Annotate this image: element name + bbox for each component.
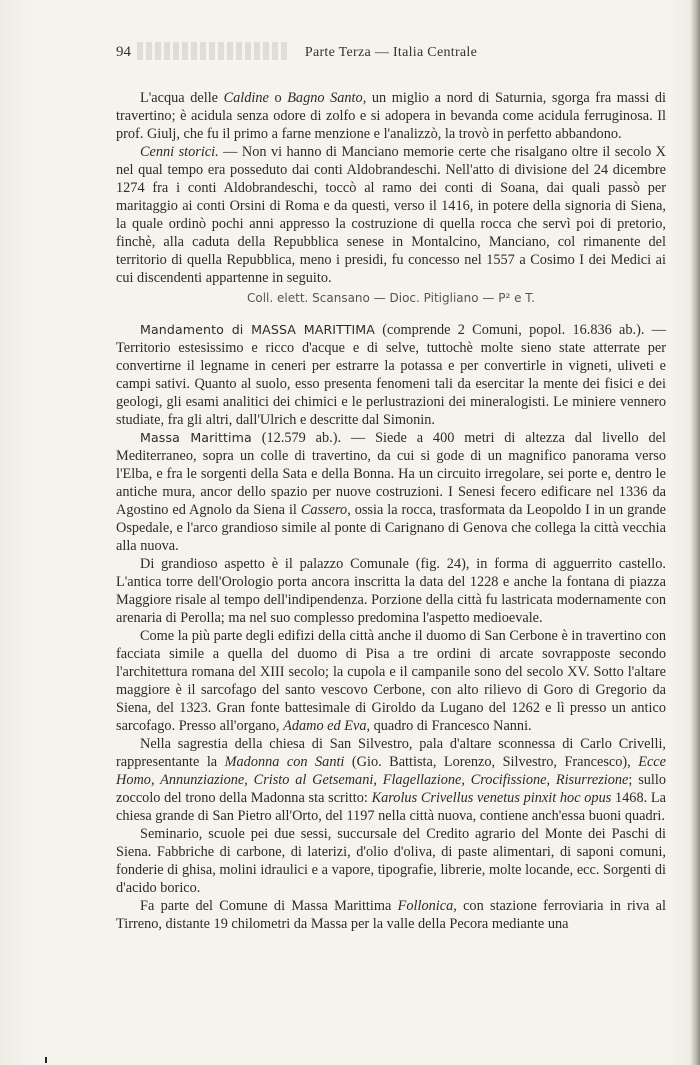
text-run: L'acqua delle: [140, 90, 224, 106]
town-heading: Massa Marittima: [140, 430, 252, 445]
page-edge-shadow: [690, 0, 700, 1065]
text-run: Come la più parte degli edifizi della città anche il duomo di San Cerbone è in travertino con facciata simile a quella del duomo di Pisa a tre ordini di arcate sovrapposte secondo l'architettura romana del XIII secolo; la cupola e il campanile sono del secolo XV. Sotto l'altare maggiore è il sarcofago del santo vescovo Cerbone, con alto rilievo di Goro di Gregorio da Siena, del 1323. Gran fonte battesimale di Giroldo da Lugano del 1262 e lì presso un antico sarcofago. Presso all'organo,: [116, 628, 666, 734]
text-run: , ossia la rocca, trasformata da Leopoldo I in un grande Ospedale, e l'arco grandioso simile al ponte di Carignano di Genova che collega la città vecchia alla nuova.: [116, 502, 666, 554]
paragraph-duomo: [116, 627, 666, 735]
italic-run: Adamo ed Eva: [283, 718, 367, 734]
italic-run: Ecce Homo, Annunziazione, Cristo al Getsemani, Flagellazione, Crocifissione, Risurrezione: [116, 754, 666, 788]
mandamento-heading: Mandamento di MASSA MARITTIMA: [140, 322, 375, 337]
text-run: o: [268, 90, 288, 106]
text-run: , con stazione ferroviaria in riva al Tirreno, distante 19 chilometri da Massa per la valle della Pecora mediante una: [116, 898, 666, 932]
italic-run: Bagno Santo: [287, 90, 363, 106]
paragraph-seminario: [116, 825, 666, 897]
text-run: Nella sagrestia della chiesa di San Silvestro, pala d'altare sconnessa di Carlo Crivelli, rappresentante la: [116, 736, 666, 770]
page-number: 94: [116, 44, 131, 60]
running-title: Parte Terza — Italia Centrale: [304, 45, 478, 60]
paragraph-palazzo-comunale: [116, 555, 666, 627]
italic-run: Karolus Crivellus venetus pinxit hoc opus: [371, 790, 612, 806]
text-run: (12.579 ab.). — Siede a 400 metri di altezza dal livello del Mediterraneo, sopra un colle di travertino, da cui si gode di un magnifico panorama verso l'Elba, e fra le sorgenti della Sata e della Bonna. Ha un circuito irregolare, sei porte e, dentro le antiche mura, ancor dello spazio per nuove costruzioni. I Senesi fecero edificare nel 1336 da Agostino ed Agnolo da Siena il: [116, 430, 666, 518]
text-run: (Gio. Battista, Lorenzo, Silvestro, Francesco),: [344, 754, 639, 770]
body-text: [116, 89, 666, 933]
electoral-college-line: Coll. elett. Scansano — Dioc. Pitigliano — P² e T.: [247, 291, 535, 305]
text-run: Fa parte del Comune di Massa Marittima: [140, 898, 398, 914]
text-run: Seminario, scuole pei due sessi, succursale del Credito agrario del Monte dei Paschi di Siena. Fabbriche di carbone, di laterizi, d'olio d'oliva, di paste alimentari, di saponi comuni, fonderie di ghisa, molini idraulici e a vapore, tipografie, librerie, molte locande, ecc. Sorgenti di d'acido borico.: [116, 826, 666, 896]
paragraph-massa-marittima: [116, 429, 666, 555]
paragraph-mandamento: [116, 321, 666, 429]
text-run: ; sullo zoccolo del trono della Madonna sta scritto:: [116, 772, 667, 806]
paragraph-cenni-storici: [116, 143, 666, 287]
paragraph-follonica: [116, 897, 666, 933]
paragraph-caldine: [116, 89, 666, 143]
text-run: , quadro di Francesco Nanni.: [366, 718, 532, 734]
text-run: — Non vi hanno di Manciano memorie certe che risalgano oltre il secolo X nel qual tempo era posseduto dai conti Aldobrandeschi. Nell'atto di divisione del 24 dicembre 1274 fra i conti Aldobrandeschi, toccò al ramo dei conti di Soana, dai quali passò per maritaggio ai conti Orsini di Roma e da questi, verso il 1416, in potere della signoria di Siena, la quale ordinò pochi anni appresso la costruzione di quella rocca che servì poi di pretorio, finchè, alla caduta della Repubblica senese in Montalcino, Manciano, col rimanente del territorio di quella Repubblica, meno i presidi, fu concesso nel 1557 a Cosimo I dei Medici ai cui discendenti appartenne in seguito.: [116, 144, 666, 286]
italic-run: Cassero: [300, 502, 348, 518]
page-header: [116, 44, 666, 64]
text-run: 1468. La chiesa grande di San Pietro all'Orto, del 1197 nella città nuova, contiene anch'essa buoni quadri.: [116, 790, 666, 824]
ink-speck: [45, 1057, 47, 1063]
text-run: (comprende 2 Comuni, popol. 16.836 ab.). — Territorio estesissimo e ricco d'acque e di selve, tuttochè molte sieno state atterrate per convertirne il legname in ceneri per estrarre la potassa e per convertirle in vigneti, uliveti e campi sativi. Quanto al suolo, esso presenta fenomeni tali da esercitar la mente dei fisici e dei geologi, gli esami analitici dei chimici e le perlustrazioni dei mineralogisti. Le miniere vennero studiate, fra gli altri, dall'Ulrich e descritte dal Simonin.: [116, 322, 666, 428]
text-run: Di grandioso aspetto è il palazzo Comunale (fig. 24), in forma di agguerrito castello. L'antica torre dell'Orologio porta ancora inscritta la data del 1228 e anche la fontana di piazza Maggiore risale al tempo dell'indipendenza. Porzione della città fu lastricata modernamente con arenaria di Perolla; ma nel suo complesso predomina l'aspetto medioevale.: [116, 556, 666, 626]
text-run: , un miglio a nord di Saturnia, sgorga fra massi di travertino; è acidula senza odore di zolfo e si adopera in bevanda come acidula ferruginosa. Il prof. Giulj, che fu il primo a farne menzione e l'analizzò, la trovò in perfetto abbandono.: [116, 90, 667, 142]
italic-run: Follonica: [397, 898, 454, 914]
section-heading-italic: Cenni storici.: [140, 144, 219, 160]
italic-run: Madonna con Santi: [224, 754, 345, 770]
italic-run: Caldine: [223, 90, 269, 106]
paragraph-san-silvestro: [116, 735, 666, 825]
